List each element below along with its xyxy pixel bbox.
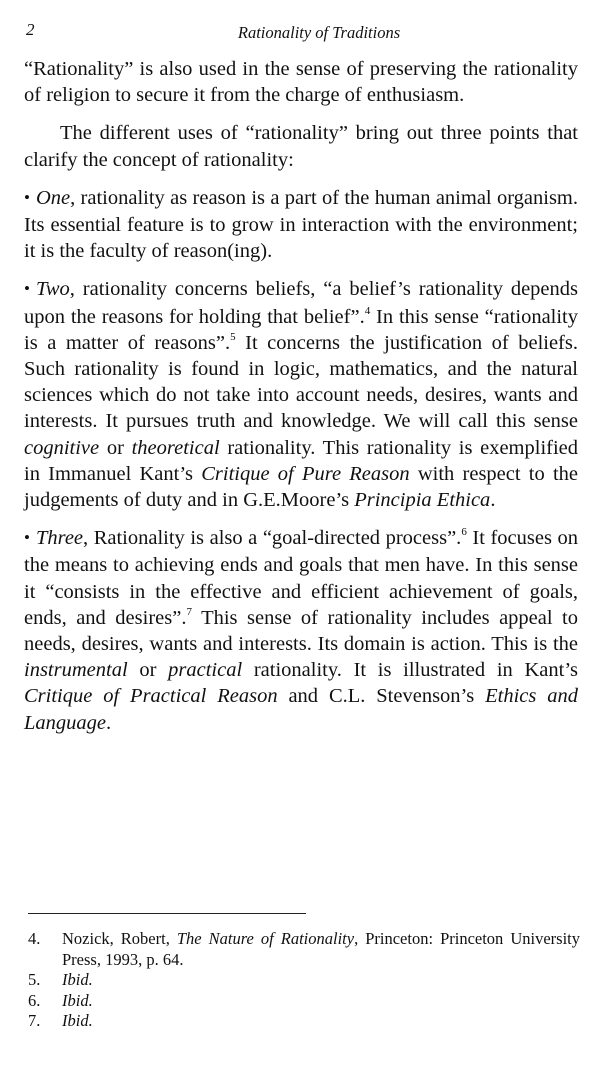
bullet-text: It concerns the justification of beliefs. Such rationality is found in logic, mathematics, and the natural sciences which do not take into account needs, desires, wants and interests. It pursues truth and knowledge. We will call this sense: [24, 331, 578, 433]
book-title: Critique of Practical Reason: [24, 685, 278, 708]
footnote-publication: , Princeton: Princeton University Press, 1993, p. 64.: [62, 929, 580, 969]
footnote-number: 5.: [28, 970, 41, 989]
paragraph-intro: [24, 120, 578, 172]
book-title: Critique of Pure Reason: [201, 462, 410, 485]
term-cognitive: cognitive: [24, 436, 100, 459]
bullet-text: .: [490, 489, 496, 512]
bullet-text: or: [99, 436, 132, 459]
footnote-item: [28, 970, 580, 991]
footnote-text: [62, 991, 580, 1012]
main-text: [24, 56, 578, 736]
footnote-text: [62, 929, 580, 970]
footnote-item: [28, 929, 580, 970]
term-practical: practical: [168, 659, 243, 682]
footnote-title: The Nature of Rationality: [176, 929, 355, 948]
paragraph-text: The different uses of “rationality” bring out three points that clarify the concept of rationality:: [24, 122, 578, 171]
bullet-text: rationality. It is illustrated in Kant’s: [242, 659, 578, 682]
bullet-text: , rationality concerns beliefs, “a belief’s rationality depends upon the reasons for holding that belief”.: [24, 278, 578, 328]
footnote-title: Ibid.: [62, 1011, 93, 1030]
bullet-text: In this sense “rationality is a matter of reasons”.: [24, 305, 579, 354]
bullet-two: [24, 276, 578, 513]
bullet-one: [24, 185, 578, 265]
running-title: Rationality of Traditions: [237, 23, 401, 42]
footnote-ref[interactable]: 4: [364, 304, 371, 317]
bullet-text: and C.L. Stevenson’s: [277, 685, 486, 708]
paragraph-religion: [24, 56, 578, 108]
footnote-item: [28, 1011, 580, 1032]
footnote-author: Nozick, Robert,: [62, 929, 177, 948]
footnote-ref[interactable]: 6: [461, 526, 467, 539]
footnote-text: [62, 1011, 580, 1032]
bullet-lead: Three: [35, 527, 84, 550]
bullet-three: [24, 525, 578, 736]
paragraph-text: “Rationality” is also used in the sense of preserving the rationality of religion to secure it from the charge of enthusiasm.: [24, 58, 578, 107]
book-title: Ethics and Language: [24, 685, 578, 734]
bullet-icon: •: [24, 187, 30, 207]
term-theoretical: theoretical: [131, 436, 220, 459]
footnote-divider: [28, 913, 306, 914]
book-title: Principia Ethica: [354, 489, 491, 512]
bullet-text: with respect to the judgements of duty and in G.E.Moore’s: [24, 462, 578, 512]
bullet-text: , rationality as reason is a part of the human animal organism. Its essential feature is to grow in interaction with the environment; it is the faculty of reason(ing).: [24, 186, 578, 263]
footnote-item: [28, 991, 580, 1012]
footnote-text: [62, 970, 580, 991]
footnote-ref[interactable]: 5: [230, 330, 236, 343]
footnotes: [28, 929, 580, 1032]
term-instrumental: instrumental: [24, 659, 128, 682]
bullet-text: or: [127, 659, 169, 682]
bullet-text: , Rationality is also a “goal-directed process”.: [83, 527, 462, 550]
bullet-text: rationality. This rationality is exemplified in Immanuel Kant’s: [24, 436, 579, 485]
bullet-icon: •: [24, 528, 30, 548]
running-header: [24, 20, 578, 54]
footnote-number: 4.: [28, 929, 41, 948]
bullet-text: It focuses on the means to achieving ends and goals that men have. In this sense it “consists in the effective and efficient achievement of goals, ends, and desires”.: [24, 527, 578, 629]
footnote-ref[interactable]: 7: [186, 605, 192, 618]
page-number: 2: [26, 20, 35, 39]
bullet-text: .: [106, 711, 112, 734]
footnote-number: 6.: [28, 990, 41, 1010]
bullet-lead: One: [35, 186, 71, 209]
footnote-title: Ibid.: [62, 970, 93, 989]
bullet-lead: Two: [35, 278, 70, 301]
bullet-icon: •: [24, 279, 30, 299]
footnote-number: 7.: [28, 1011, 41, 1030]
bullet-text: This sense of rationality includes appeal to needs, desires, wants and interests. Its domain is action. This is the: [24, 606, 579, 656]
footnote-title: Ibid.: [62, 990, 93, 1010]
